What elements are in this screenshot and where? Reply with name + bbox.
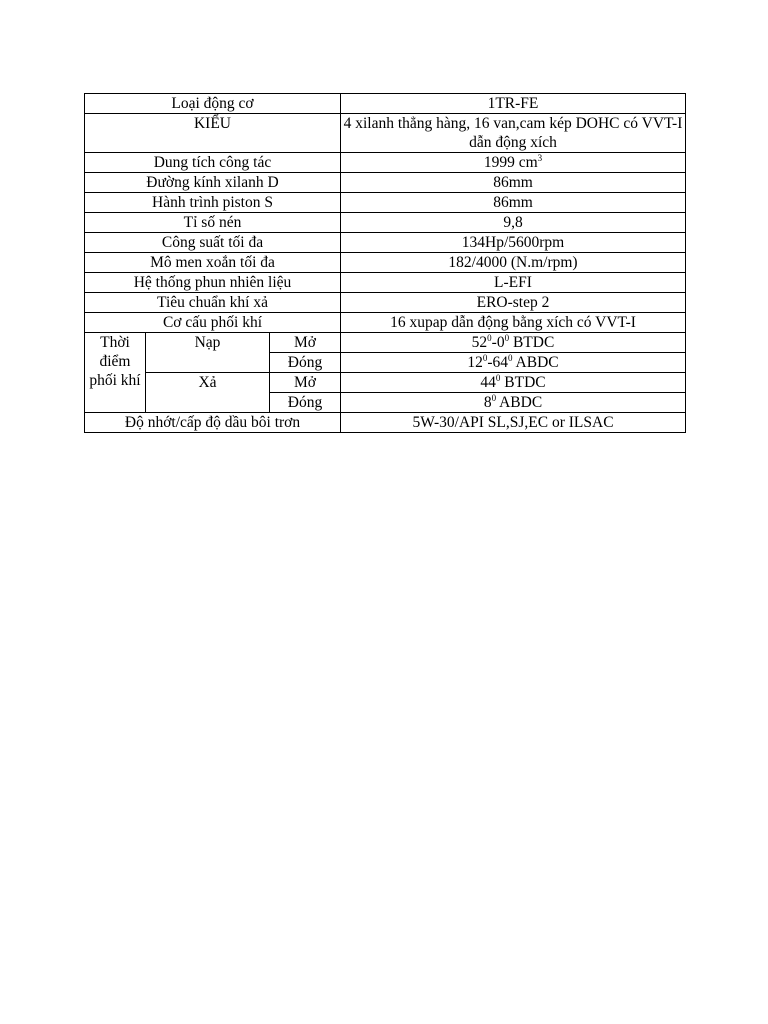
spec-value: 86mm: [341, 173, 686, 193]
table-row: [85, 114, 686, 153]
intake-open-label: Mở: [270, 333, 341, 353]
valve-timing-label: Thời điểm phối khí: [85, 333, 146, 413]
spec-value: 16 xupap dẫn động bằng xích có VVT-I: [341, 313, 686, 333]
table-row: [85, 313, 686, 333]
spec-label: KIỂU: [85, 114, 341, 153]
spec-label: Công suất tối đa: [85, 233, 341, 253]
exhaust-close-label: Đóng: [270, 393, 341, 413]
value-text: ABDC: [496, 394, 543, 411]
superscript: 3: [537, 153, 543, 163]
table-row: [85, 213, 686, 233]
table-row: [85, 233, 686, 253]
spec-label: Tiêu chuẩn khí xả: [85, 293, 341, 313]
superscript: 0: [504, 333, 510, 343]
intake-label: Nạp: [146, 333, 270, 373]
spec-label: Độ nhớt/cấp độ dầu bôi trơn: [85, 413, 341, 433]
value-text: BTDC: [509, 334, 555, 351]
superscript: 0: [508, 353, 513, 363]
table-row: [85, 273, 686, 293]
intake-close-value: [341, 353, 686, 373]
superscript: 0: [487, 333, 492, 343]
exhaust-label: Xả: [146, 373, 270, 413]
spec-value: 4 xilanh thẳng hàng, 16 van,cam kép DOHC có VVT-I dẫn động xích: [341, 114, 686, 153]
spec-label: Đường kính xilanh D: [85, 173, 341, 193]
superscript: 0: [495, 373, 501, 383]
exhaust-open-label: Mở: [270, 373, 341, 393]
value-text: ABDC: [512, 354, 559, 371]
table-row: [85, 94, 686, 114]
spec-label: Hệ thống phun nhiên liệu: [85, 273, 341, 293]
value-text: 12: [467, 354, 483, 371]
table-row: [85, 413, 686, 433]
spec-value: 9,8: [341, 213, 686, 233]
value-text: -0: [491, 334, 505, 351]
value-text: 8: [483, 394, 492, 411]
spec-value: 134Hp/5600rpm: [341, 233, 686, 253]
table-row: [85, 153, 686, 173]
table-row: [85, 193, 686, 213]
table-row: [85, 333, 686, 353]
value-text: 1999 cm: [483, 154, 538, 171]
table-row: [85, 373, 686, 393]
spec-label: Tỉ số nén: [85, 213, 341, 233]
spec-value: 86mm: [341, 193, 686, 213]
spec-value: ERO-step 2: [341, 293, 686, 313]
spec-value: 182/4000 (N.m/rpm): [341, 253, 686, 273]
superscript: 0: [482, 353, 488, 363]
value-text: 52: [471, 334, 488, 351]
spec-value: L-EFI: [341, 273, 686, 293]
spec-label: Mô men xoắn tối đa: [85, 253, 341, 273]
spec-value: [341, 153, 686, 173]
value-text: BTDC: [500, 374, 546, 391]
value-text: -64: [487, 354, 509, 371]
spec-value: 1TR-FE: [341, 94, 686, 114]
spec-label: Cơ cấu phối khí: [85, 313, 341, 333]
exhaust-open-value: [341, 373, 686, 393]
table-row: [85, 293, 686, 313]
engine-spec-table: [84, 93, 686, 433]
exhaust-close-value: [341, 393, 686, 413]
spec-label: Hành trình piston S: [85, 193, 341, 213]
table-row: [85, 173, 686, 193]
superscript: 0: [491, 393, 497, 403]
intake-close-label: Đóng: [270, 353, 341, 373]
spec-label: Dung tích công tác: [85, 153, 341, 173]
spec-label: Loại động cơ: [85, 94, 341, 114]
value-text: 44: [480, 374, 496, 391]
table-row: [85, 253, 686, 273]
intake-open-value: [341, 333, 686, 353]
spec-value: 5W-30/API SL,SJ,EC or ILSAC: [341, 413, 686, 433]
